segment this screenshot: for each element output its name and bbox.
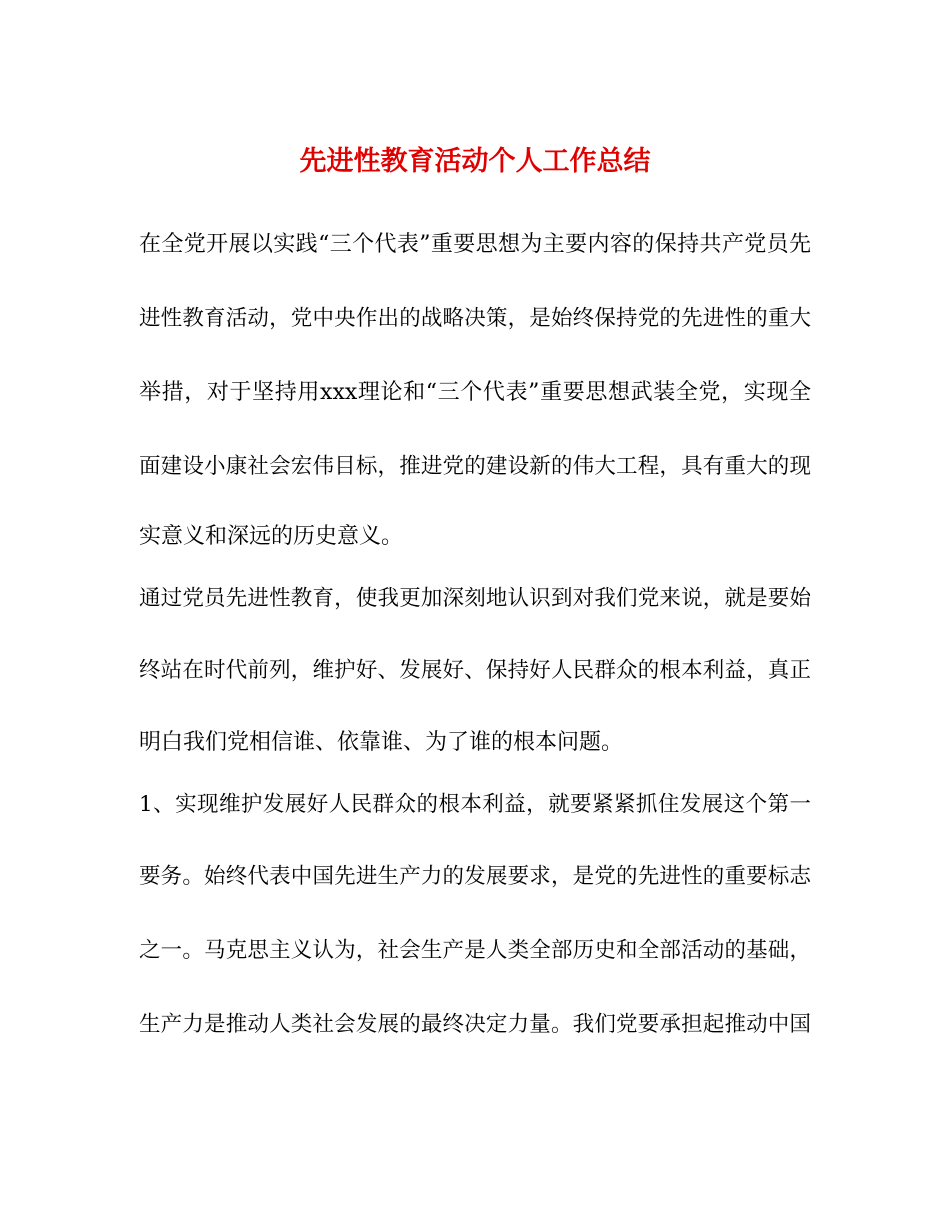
document-title: 先进性教育活动个人工作总结 (299, 146, 651, 177)
paragraph-line: 之一。马克思主义认为，社会生产是人类全部历史和全部活动的基础， (139, 938, 811, 963)
paragraph-line: 在全党开展以实践“三个代表”重要思想为主要内容的保持共产党员先 (139, 232, 811, 257)
paragraph-line: 终站在时代前列，维护好、发展好、保持好人民群众的根本利益，真正 (139, 658, 811, 683)
paragraph-line: 明白我们党相信谁、依靠谁、为了谁的根本问题。 (139, 730, 624, 755)
paragraph-line: 面建设小康社会宏伟目标，推进党的建设新的伟大工程，具有重大的现 (139, 454, 811, 479)
paragraph-line: 进性教育活动，党中央作出的战略决策，是始终保持党的先进性的重大 (139, 306, 811, 331)
paragraph-line: 实意义和深远的历史意义。 (139, 524, 404, 549)
paragraph-line: 1、实现维护发展好人民群众的根本利益，就要紧紧抓住发展这个第一 (139, 792, 811, 817)
paragraph-line: 要务。始终代表中国先进生产力的发展要求，是党的先进性的重要标志 (139, 864, 811, 889)
paragraph-line: 生产力是推动人类社会发展的最终决定力量。我们党要承担起推动中国 (139, 1012, 811, 1037)
paragraph-line: 举措，对于坚持用xxx理论和“三个代表”重要思想武装全党，实现全 (139, 380, 811, 405)
paragraph-line: 通过党员先进性教育，使我更加深刻地认识到对我们党来说，就是要始 (139, 586, 811, 611)
